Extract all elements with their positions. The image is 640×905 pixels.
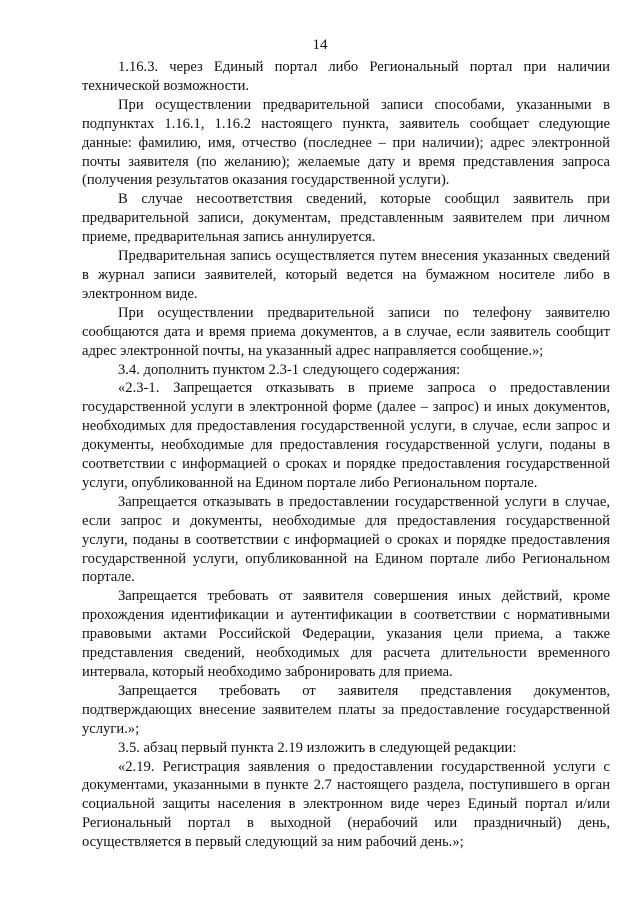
paragraph-preliminary-record-data: При осуществлении предварительной записи способами, указанными в подпунктах 1.16.1, 1.16.2 настоящего пункта, заявитель сообщает следующие данные: фамилию, имя, отчество (последнее – при наличии); адрес электронной почты заявителя (по желанию); желаемые дату и время представления запроса (получения результатов оказания государственной услуги). — [82, 96, 610, 189]
paragraph-phone-record: При осуществлении предварительной записи по телефону заявителю сообщаются дата и время приема документов, а в случае, если заявитель сообщит адрес электронной почты, на указанный адрес направляется сообщение.»; — [82, 304, 610, 359]
page-number: 14 — [312, 37, 328, 53]
paragraph-item-3-4: 3.4. дополнить пунктом 2.3-1 следующего содержания: — [118, 361, 461, 378]
paragraph-refusal-prohibited: Запрещается отказывать в предоставлении государственной услуги в случае, если запрос и документы, необходимые для предоставления государственной услуги, поданы в соответствии с информацией о сроках и порядке предоставления государственной услуги, опубликованной на Едином портале либо Региональном портале. — [82, 493, 610, 586]
paragraph-payment-documents-prohibited: Запрещается требовать от заявителя представления документов, подтверждающих внесение заявителем платы за предоставление государственной услуги.»; — [82, 682, 610, 737]
paragraph-record-journal: Предварительная запись осуществляется путем внесения указанных сведений в журнал записи заявителей, который ведется на бумажном носителе либо в электронном виде. — [82, 248, 610, 302]
paragraph-2-19: «2.19. Регистрация заявления о предоставлении государственной услуги с документами, указанными в пункте 2.7 настоящего раздела, поступившего в орган социальной защиты населения в электронном виде через Единый портал и/или Региональный портал в выходной (нерабочий или праздничный) день, осуществляется в первый следующий за ним рабочий день.»; — [82, 758, 610, 851]
paragraph-record-mismatch: В случае несоответствия сведений, которые сообщил заявитель при предварительной записи, документам, представленным заявителем при личном приеме, предварительная запись аннулируется. — [82, 191, 610, 246]
paragraph-extra-actions-prohibited: Запрещается требовать от заявителя совершения иных действий, кроме прохождения идентификации и аутентификации в соответствии с нормативными правовыми актами Российской Федерации, указания цели приема, а также представления сведений, необходимых для расчета длительности временного интервала, который необходимо забронировать для приема. — [82, 588, 610, 680]
paragraph-1-16-3: 1.16.3. через Единый портал либо Региональный портал при наличии технической возможности. — [82, 59, 610, 94]
paragraph-2-3-1: «2.3-1. Запрещается отказывать в приеме запроса о предоставлении государственной услуги в электронной форме (далее – запрос) и иных документов, необходимых для предоставления государственной услуги, в случае, если запрос и документы, необходимые для предоставления государственной услуги, поданы в соответствии с информацией о сроках и порядке предоставления государственной услуги, опубликованной на Едином портале либо Региональном портале. — [82, 380, 610, 491]
document-body — [82, 58, 610, 852]
paragraph-item-3-5: 3.5. абзац первый пункта 2.19 изложить в следующей редакции: — [118, 739, 517, 756]
